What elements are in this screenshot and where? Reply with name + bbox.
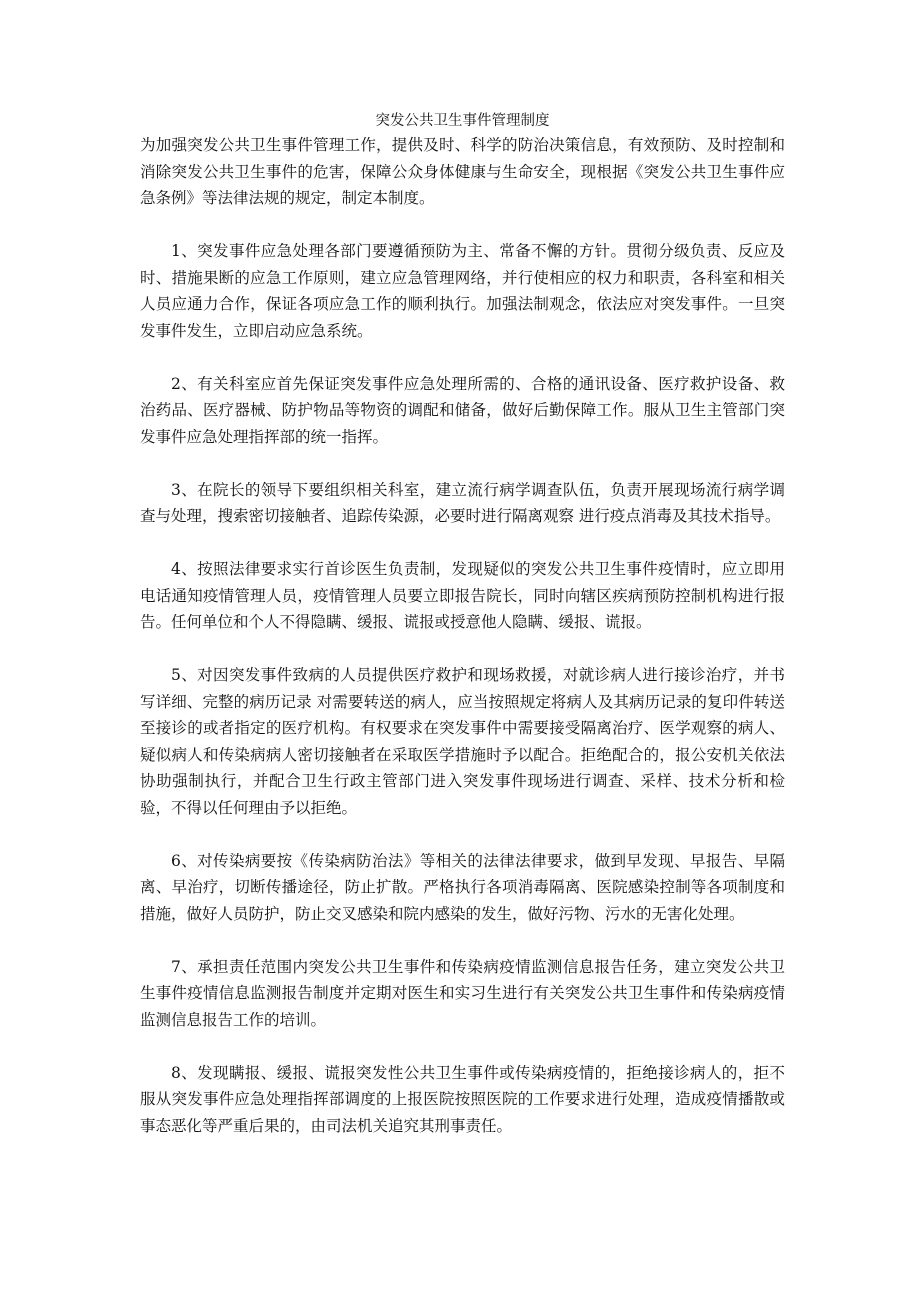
clause-2: 2、有关科室应首先保证突发事件应急处理所需的、合格的通讯设备、医疗救护设备、救治药品、医疗器械、防护物品等物资的调配和储备，做好后勤保障工作。服从卫生主管部门突发事件应急处理指挥部的统一指挥。 — [140, 374, 785, 446]
intro-paragraph: 为加强突发公共卫生事件管理工作，提供及时、科学的防治决策信息，有效预防、及时控制和消除突发公共卫生事件的危害，保障公众身体健康与生命安全，现根据《突发公共卫生事件应急条例》等法律法规的规定，制定本制度。 — [140, 136, 785, 207]
clause-3: 3、在院长的领导下要组织相关科室，建立流行病学调查队伍，负责开展现场流行病学调查与处理，搜索密切接触者、追踪传染源，必要时进行隔离观察 进行疫点消毒及其技术指导。 — [140, 480, 785, 525]
clause-8: 8、发现瞒报、缓报、谎报突发性公共卫生事件或传染病疫情的，拒绝接诊病人的，拒不服从突发事件应急处理指挥部调度的上报医院按照医院的工作要求进行处理，造成疫情播散或事态恶化等严重后果的，由司法机关追究其刑事责任。 — [140, 1063, 785, 1135]
clause-7: 7、承担责任范围内突发公共卫生事件和传染病疫情监测信息报告任务，建立突发公共卫生事件疫情信息监测报告制度并定期对医生和实习生进行有关突发公共卫生事件和传染病疫情监测信息报告工作的培训。 — [140, 957, 785, 1029]
clause-6: 6、对传染病要按《传染病防治法》等相关的法律法律要求，做到早发现、早报告、早隔离、早治疗，切断传播途径，防止扩散。严格执行各项消毒隔离、医院感染控制等各项制度和措施，做好人员防护，防止交叉感染和院内感染的发生，做好污物、污水的无害化处理。 — [140, 851, 785, 923]
clause-4: 4、按照法律要求实行首诊医生负责制，发现疑似的突发公共卫生事件疫情时，应立即用电话通知疫情管理人员，疫情管理人员要立即报告院长，同时向辖区疾病预防控制机构进行报告。任何单位和个人不得隐瞒、缓报、谎报或授意他人隐瞒、缓报、谎报。 — [140, 560, 785, 631]
clause-1: 1、突发事件应急处理各部门要遵循预防为主、常备不懈的方针。贯彻分级负责、反应及时、措施果断的应急工作原则，建立应急管理网络，并行使相应的权力和职责，各科室和相关人员应通力合作，保证各项应急工作的顺利执行。加强法制观念，依法应对突发事件。一旦突发事件发生，立即启动应急系统。 — [140, 242, 785, 340]
document-page — [140, 110, 785, 1139]
clause-5: 5、对因突发事件致病的人员提供医疗救护和现场救援，对就诊病人进行接诊治疗，并书写详细、完整的病历记录 对需要转送的病人，应当按照规定将病人及其病历记录的复印件转送至接诊的或者指定的医疗机构。有权要求在突发事件中需要接受隔离治疗、医学观察的病人、疑似病人和传染病病人密切接触者在采取医学措施时予以配合。拒绝配合的，报公安机关依法协助强制执行，并配合卫生行政主管部门进入突发事件现场进行调查、采样、技术分析和检验，不得以任何理由予以拒绝。 — [140, 666, 785, 817]
document-title: 突发公共卫生事件管理制度 — [375, 113, 550, 129]
